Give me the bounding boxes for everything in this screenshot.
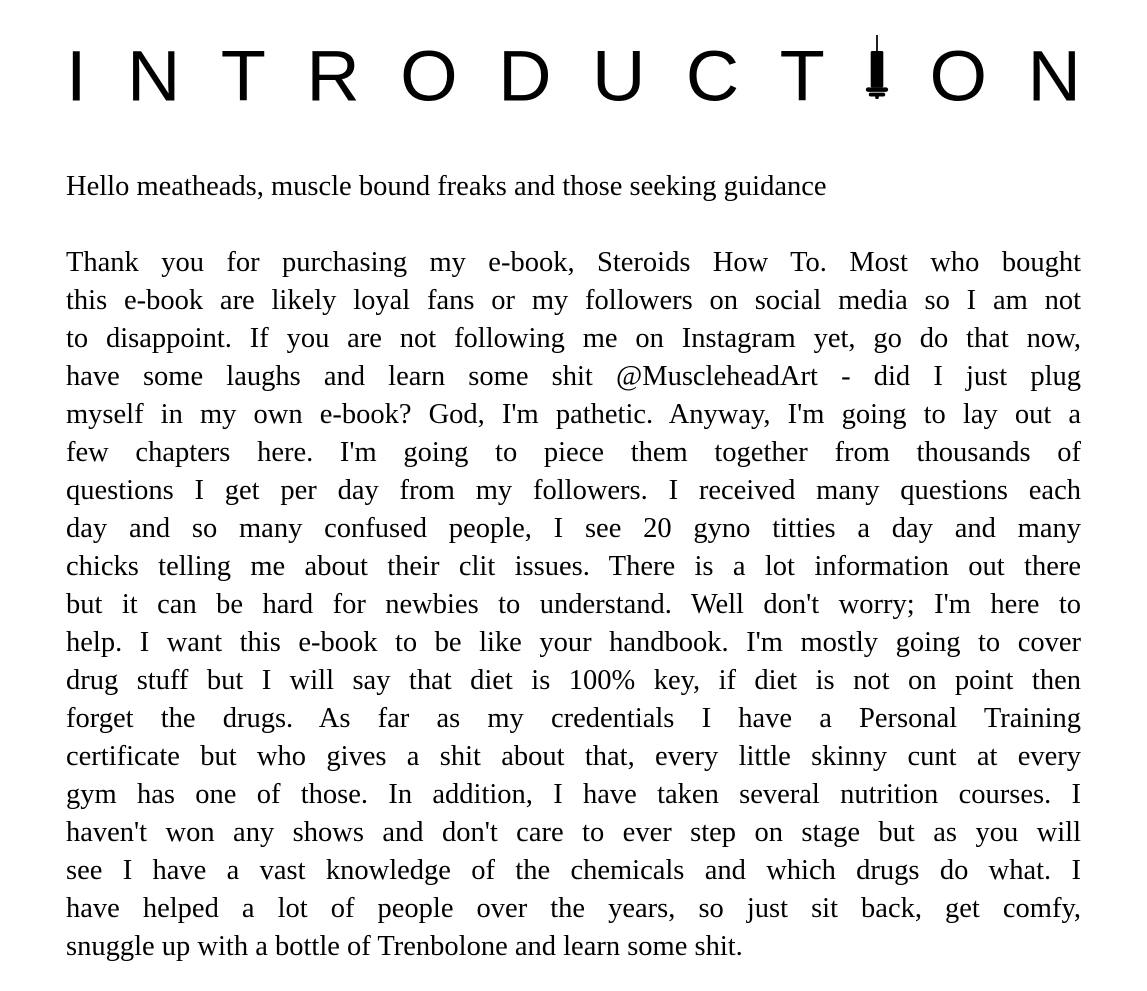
- paragraph-line: chicks telling me about their clit issues. There is a lot information out there: [66, 551, 1081, 582]
- title-letter: O: [400, 36, 458, 116]
- greeting-line: Hello meatheads, muscle bound freaks and those seeking guidance: [66, 171, 827, 202]
- paragraph-line: day and so many confused people, I see 20 gyno titties a day and many: [66, 513, 1081, 544]
- page-title: [66, 36, 1081, 116]
- paragraph-line: to disappoint. If you are not following me on Instagram yet, go do that now,: [66, 323, 1081, 354]
- paragraph-line: few chapters here. I'm going to piece them together from thousands of: [66, 437, 1081, 468]
- title-letter: R: [306, 36, 360, 116]
- paragraph-line: questions I get per day from my followers. I received many questions each: [66, 475, 1081, 506]
- title-letter: T: [779, 36, 825, 116]
- title-letter: T: [220, 36, 266, 116]
- paragraph-line: gym has one of those. In addition, I have taken several nutrition courses. I: [66, 779, 1081, 810]
- title-letter: N: [1027, 36, 1081, 116]
- title-letter: I: [66, 36, 87, 116]
- title-letter: O: [929, 36, 988, 116]
- paragraph-line: snuggle up with a bottle of Trenbolone and learn some shit.: [66, 931, 743, 962]
- title-letter: N: [126, 36, 181, 116]
- title-letter: U: [591, 36, 646, 116]
- title-letter: D: [498, 36, 552, 116]
- paragraph-line: see I have a vast knowledge of the chemicals and which drugs do what. I: [66, 855, 1081, 886]
- paragraph-line: forget the drugs. As far as my credentials I have a Personal Training: [66, 703, 1081, 734]
- paragraph-line: this e-book are likely loyal fans or my followers on social media so I am not: [66, 285, 1081, 316]
- paragraph-line: drug stuff but I will say that diet is 100% key, if diet is not on point then: [66, 665, 1081, 696]
- paragraph-line: help. I want this e-book to be like your handbook. I'm mostly going to cover: [66, 627, 1081, 658]
- paragraph-line: have some laughs and learn some shit @MuscleheadArt - did I just plug: [66, 361, 1081, 392]
- paragraph-line: but it can be hard for newbies to understand. Well don't worry; I'm here to: [66, 589, 1081, 620]
- syringe-icon: [865, 35, 889, 99]
- paragraph-line: haven't won any shows and don't care to ever step on stage but as you will: [66, 817, 1081, 848]
- paragraph-line: have helped a lot of people over the years, so just sit back, get comfy,: [66, 893, 1081, 924]
- paragraph-line: myself in my own e-book? God, I'm pathetic. Anyway, I'm going to lay out a: [66, 399, 1081, 430]
- intro-paragraph: [66, 244, 1081, 966]
- title-letter: C: [685, 36, 740, 116]
- paragraph-line: Thank you for purchasing my e-book, Steroids How To. Most who bought: [66, 247, 1081, 278]
- paragraph-line: certificate but who gives a shit about that, every little skinny cunt at every: [66, 741, 1081, 772]
